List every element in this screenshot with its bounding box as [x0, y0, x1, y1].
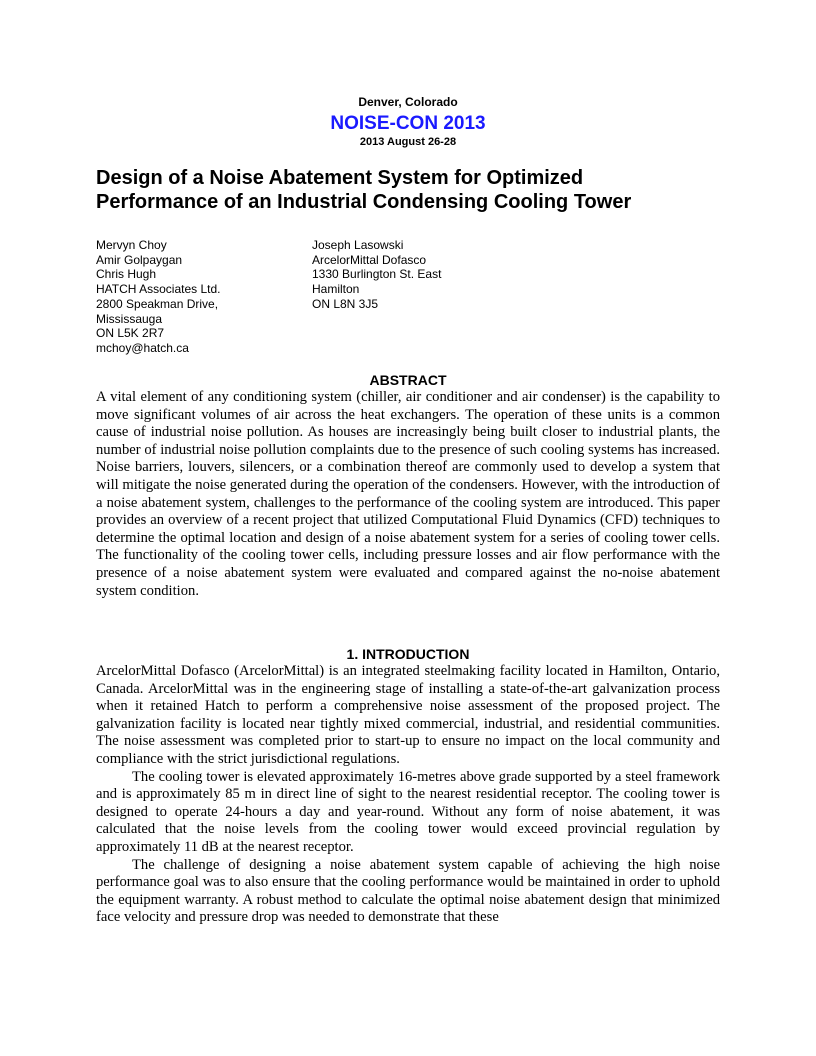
- conference-location: Denver, Colorado: [358, 95, 458, 109]
- introduction-paragraph: ArcelorMittal Dofasco (ArcelorMittal) is an integrated steelmaking facility located in Hamilton, Ontario, Canada. ArcelorMittal was in the engineering stage of installing a state-of-the-art galvanization process when it retained Hatch to perform a comprehensive noise assessment of the proposed project. The galvanization facility is located near tightly mixed commercial, industrial, and residential communities. The noise assessment was completed prior to start-up to ensure no impact on the local community and compliance with the strict jurisdictional regulations.: [96, 663, 720, 767]
- author-line: Chris Hugh: [96, 267, 157, 282]
- author-email: mchoy@hatch.ca: [96, 340, 189, 355]
- introduction-heading: 1. INTRODUCTION: [346, 646, 470, 662]
- introduction-paragraph: The cooling tower is elevated approximately 16-metres above grade supported by a steel framework and is approximately 85 m in direct line of sight to the nearest residential receptor. The cooling tower is designed to operate 24-hours a day and year-round. Without any form of noise abatement, it was calculated that the noise levels from the cooling tower would exceed provincial regulation by approximately 11 dB at the nearest receptor.: [96, 768, 720, 855]
- author-line: Amir Golpaygan: [96, 252, 183, 267]
- introduction-paragraph: The challenge of designing a noise abatement system capable of achieving the high noise performance goal was to also ensure that the cooling performance would be maintained in order to uphold the equipment warranty. A robust method to calculate the optimal noise abatement design that minimized face velocity and pressure drop was needed to demonstrate that these: [96, 856, 720, 926]
- author-column-left: [96, 238, 306, 356]
- author-line: 1330 Burlington St. East: [312, 267, 442, 282]
- conference-dates: 2013 August 26-28: [359, 136, 457, 148]
- paper-title-line-2: Performance of an Industrial Condensing Cooling Tower: [96, 191, 632, 213]
- abstract-paragraph: A vital element of any conditioning system (chiller, air conditioner and air condenser) is the capability to move significant volumes of air across the heat exchangers. The operation of these units is a common cause of industrial noise pollution. As houses are increasingly being built closer to industrial plants, the number of industrial noise pollution complaints due to the presence of such cooling systems has increased. Noise barriers, louvers, silencers, or a combination thereof are commonly used to develop a system that will mitigate the noise generated during the operation of the condensers. However, with the introduction of a noise abatement system, challenges to the performance of the cooling system are introduced. This paper provides an overview of a recent project that utilized Computational Fluid Dynamics (CFD) techniques to determine the optimal location and design of a noise abatement system for a series of cooling tower cells. The functionality of the cooling tower cells, including pressure losses and air flow performance with the presence of a noise abatement system were evaluated and compared against the no-noise abatement system condition.: [96, 389, 720, 599]
- author-line: Joseph Lasowski: [312, 238, 404, 252]
- paper-title: [96, 166, 736, 214]
- author-line: ON L8N 3J5: [312, 296, 379, 311]
- author-column-right: [312, 238, 572, 312]
- author-line: 2800 Speakman Drive,: [96, 296, 219, 311]
- author-line: HATCH Associates Ltd.: [96, 282, 221, 297]
- abstract-text: [96, 389, 720, 600]
- conference-name: NOISE-CON 2013: [330, 113, 486, 134]
- author-line: ArcelorMittal Dofasco: [312, 252, 427, 267]
- author-line: Mervyn Choy: [96, 238, 167, 252]
- abstract-heading: ABSTRACT: [369, 372, 447, 388]
- author-line: ON L5K 2R7: [96, 326, 165, 341]
- author-line: Mississauga: [96, 311, 163, 326]
- introduction-text: [96, 663, 720, 927]
- author-line: Hamilton: [312, 282, 360, 297]
- paper-title-line-1: Design of a Noise Abatement System for Optimized: [96, 167, 584, 189]
